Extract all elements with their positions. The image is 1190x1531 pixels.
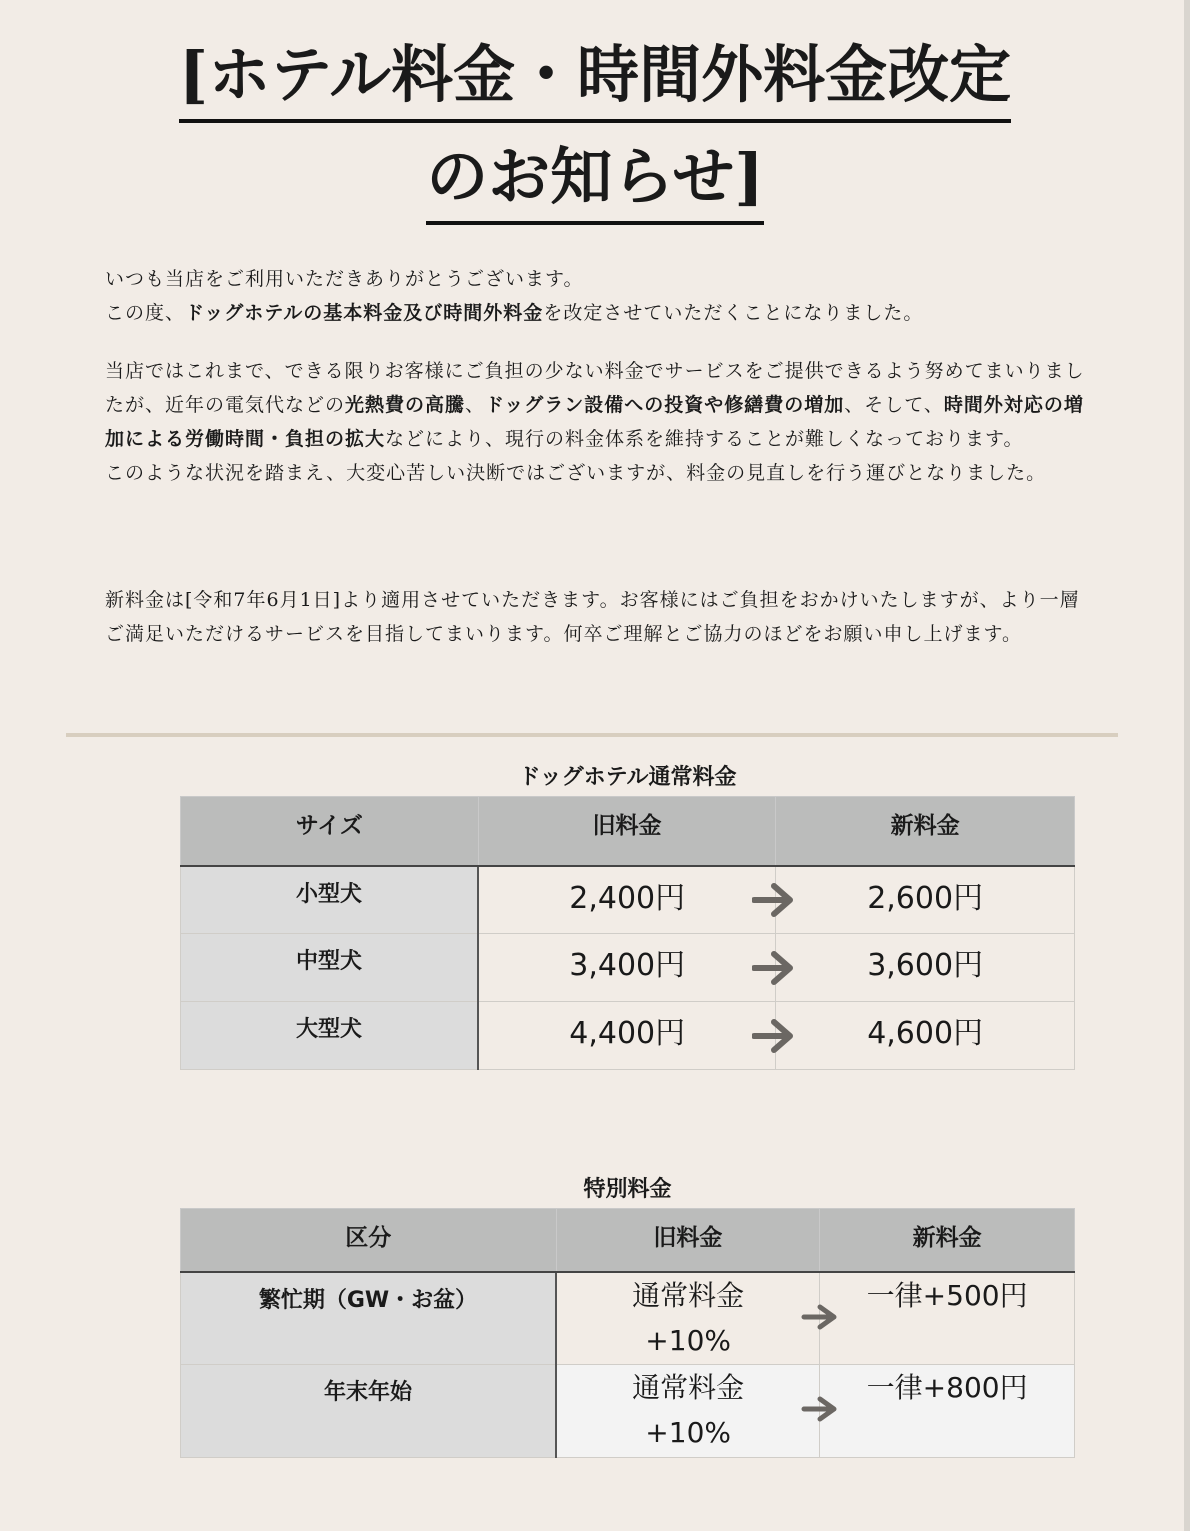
table-row — [181, 1365, 1075, 1458]
old-price-cell: 通常料金 +10% — [556, 1272, 820, 1365]
table-row — [181, 1272, 1075, 1365]
page-title-line1: [ホテル料金・時間外料金改定 — [0, 44, 1190, 106]
header-category: 区分 — [181, 1209, 557, 1272]
size-large: 大型犬 — [181, 1002, 479, 1070]
size-small: 小型犬 — [181, 866, 479, 934]
new-price-cell: 一律+500円 — [820, 1272, 1075, 1365]
header-old-price: 旧料金 — [478, 797, 776, 866]
header-new-price: 新料金 — [820, 1209, 1075, 1272]
arrow-right-icon — [796, 1389, 842, 1429]
size-medium: 中型犬 — [181, 934, 479, 1002]
table-row — [181, 866, 1075, 934]
intro-paragraph-2: 当店ではこれまで、できる限りお客様にご負担の少ない料金でサービスをご提供できるよう努めてまいりましたが、近年の電気代などの光熱費の高騰、ドッグラン設備への投資や修繕費の増加、そして、時間外対応の増加による労働時間・負担の拡大などにより、現行の料金体系を維持することが難しくなっております。 このような状況を踏まえ、大変心苦しい決断ではございますが、料金の見直しを行う運びとなりました。 — [105, 360, 1085, 484]
table-header-row — [181, 797, 1075, 866]
new-price-cell: 一律+800円 — [820, 1365, 1075, 1458]
arrow-right-icon — [752, 1016, 798, 1056]
category-year-end: 年末年始 — [181, 1365, 557, 1458]
table-row — [181, 1002, 1075, 1070]
page-title-line2: のお知らせ] — [0, 146, 1190, 208]
intro-paragraph-1: いつも当店をご利用いただきありがとうございます。 この度、ドッグホテルの基本料金及び時間外料金を改定させていただくことになりました。 — [105, 268, 924, 324]
header-size: サイズ — [181, 797, 479, 866]
page-edge — [1184, 0, 1190, 1531]
intro-paragraph-3: 新料金は[令和7年6月1日]より適用させていただきます。お客様にはご負担をおかけいたしますが、より一層ご満足いただけるサービスを目指してまいります。何卒ご理解とご協力のほどをお願い申し上げます。 — [105, 589, 1080, 645]
new-price-cell: 3,600円 — [776, 934, 1075, 1002]
arrow-right-icon — [796, 1297, 842, 1337]
table-header-row — [181, 1209, 1075, 1272]
category-busy-season: 繁忙期（GW・お盆） — [181, 1272, 557, 1365]
header-old-price: 旧料金 — [556, 1209, 820, 1272]
arrow-right-icon — [752, 948, 798, 988]
old-price-cell: 通常料金 +10% — [556, 1365, 820, 1458]
new-price-cell: 2,600円 — [776, 866, 1075, 934]
special-rate-table — [180, 1208, 1075, 1458]
table-row — [181, 934, 1075, 1002]
normal-rate-caption: ドッグホテル通常料金 — [518, 765, 737, 790]
normal-rate-table — [180, 796, 1075, 1070]
old-price-cell: 2,400円 — [478, 866, 776, 934]
header-new-price: 新料金 — [776, 797, 1075, 866]
old-price-cell: 3,400円 — [478, 934, 776, 1002]
new-price-cell: 4,600円 — [776, 1002, 1075, 1070]
arrow-right-icon — [752, 880, 798, 920]
old-price-cell: 4,400円 — [478, 1002, 776, 1070]
section-divider — [66, 733, 1118, 737]
special-rate-caption: 特別料金 — [583, 1177, 672, 1202]
